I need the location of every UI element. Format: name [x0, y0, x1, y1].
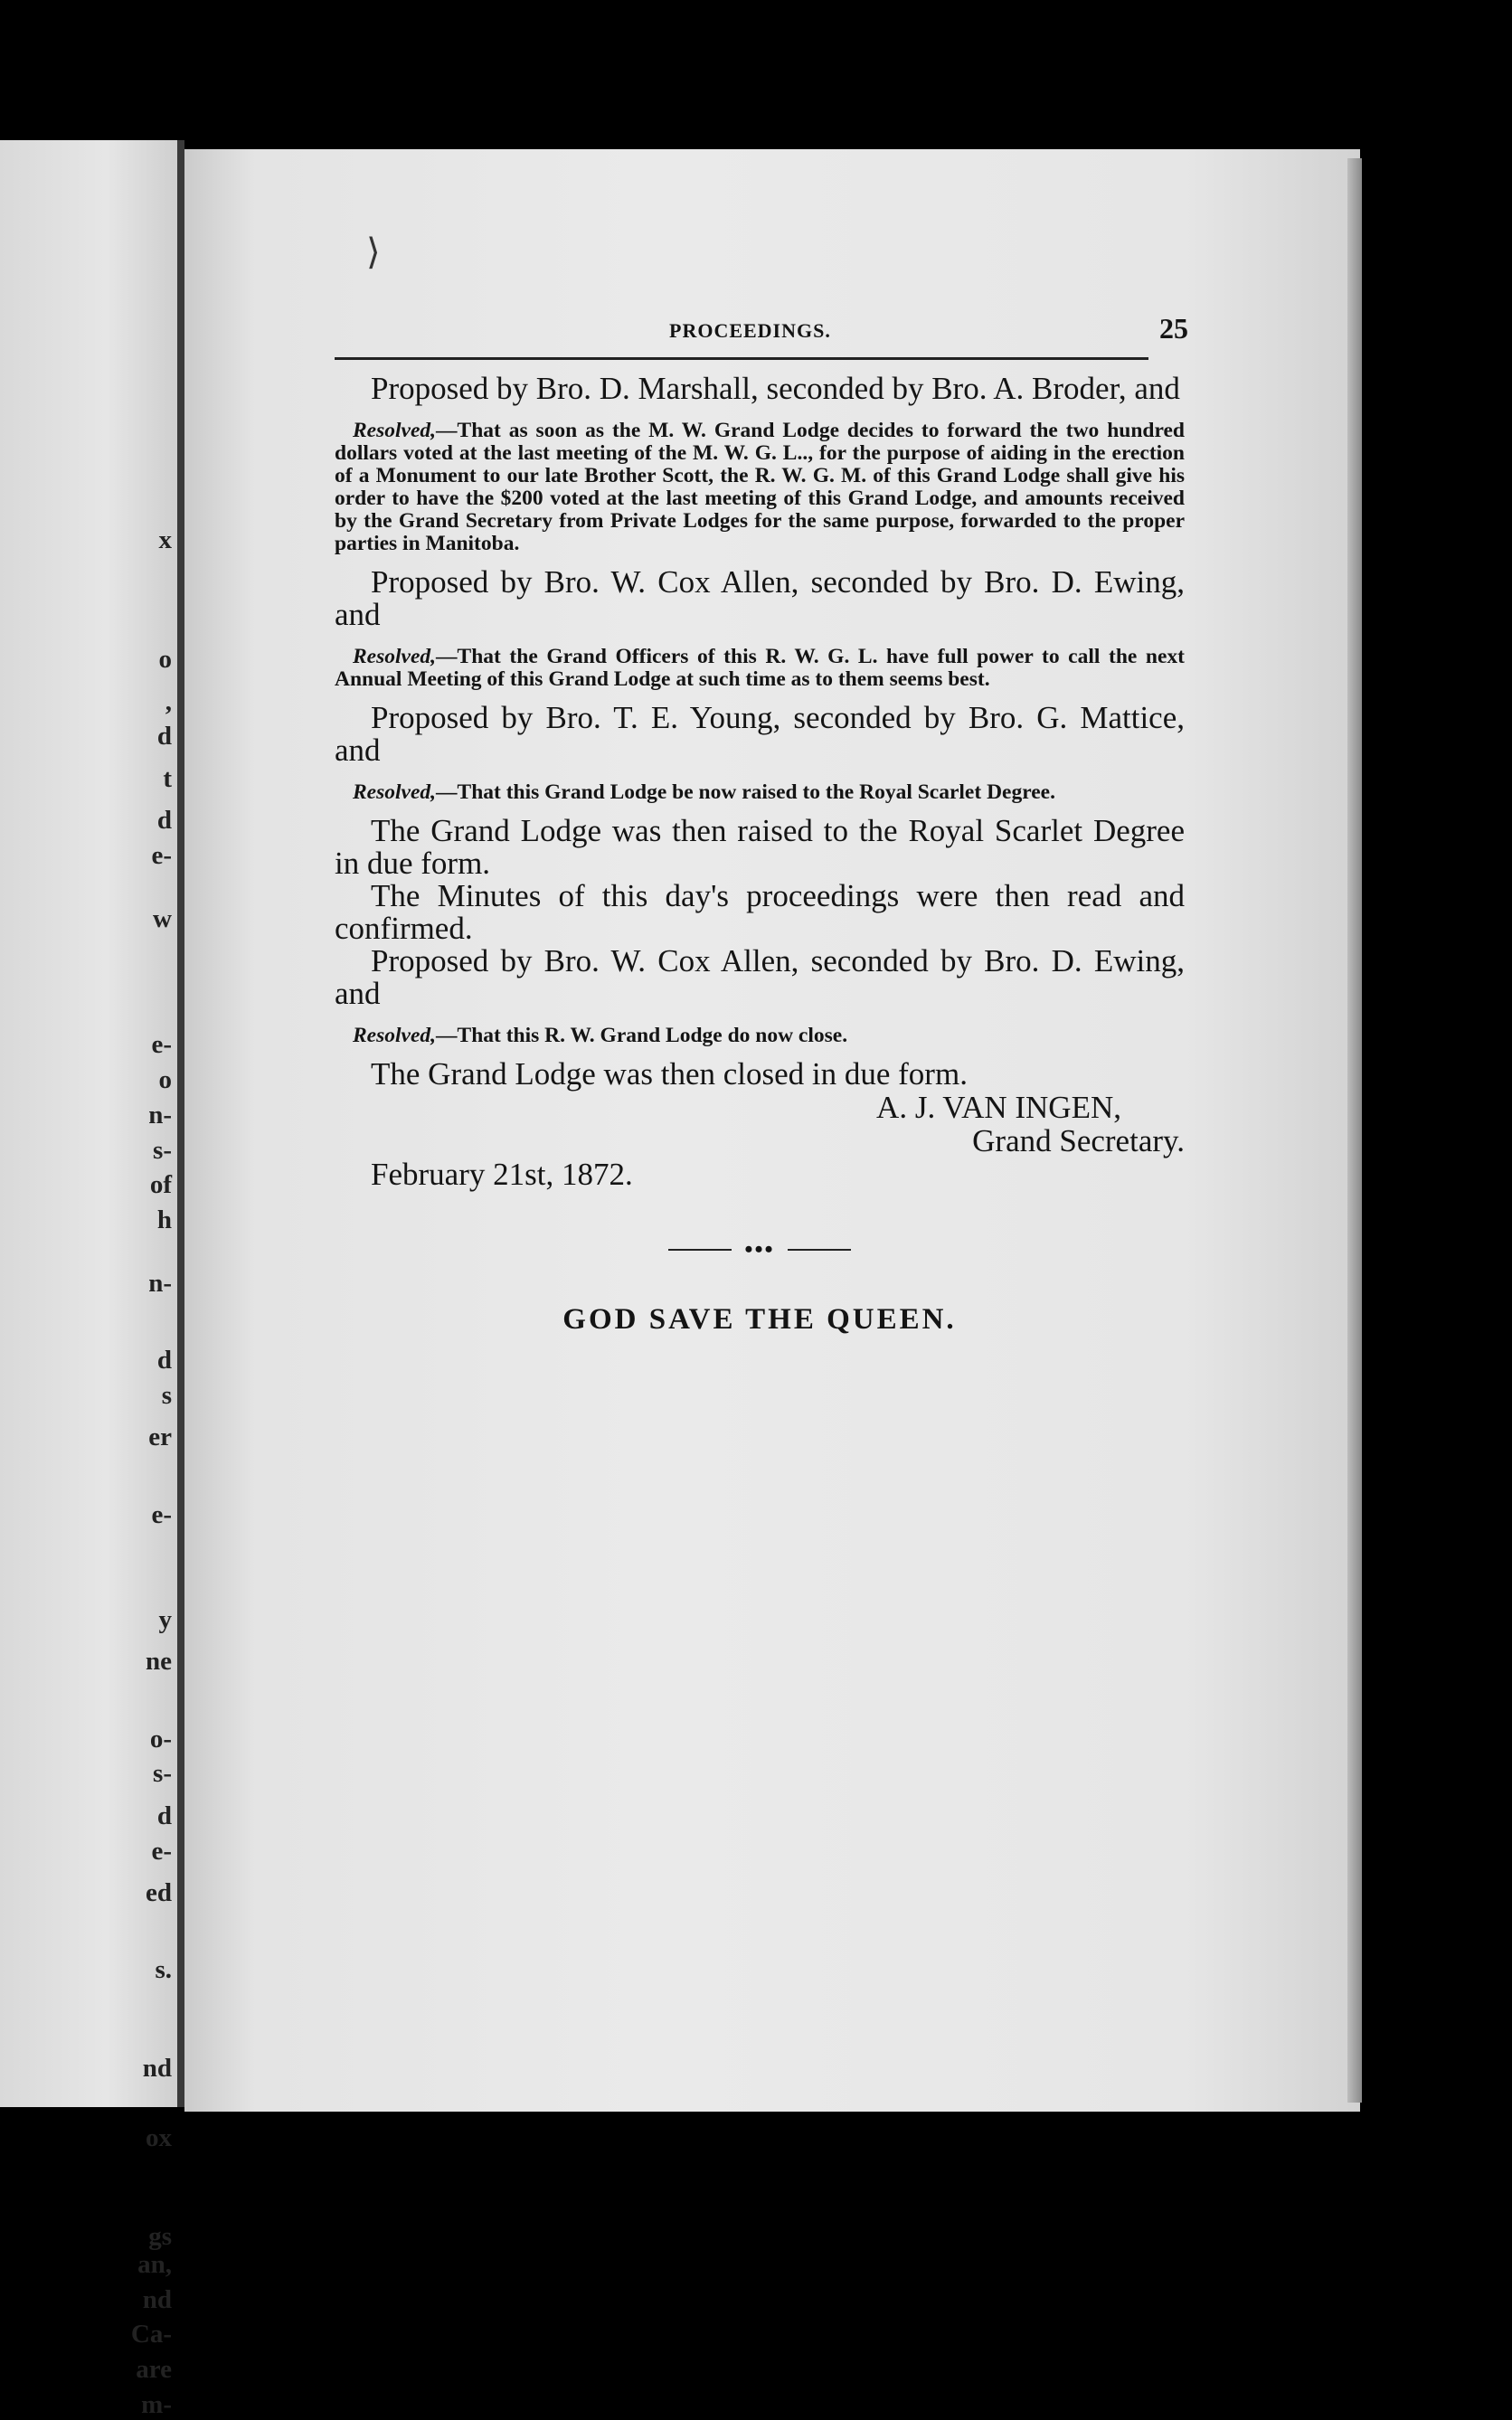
left-page-fragment: of: [149, 1170, 172, 1200]
left-page-fragment: x: [158, 525, 172, 555]
page-content: [335, 312, 1188, 1337]
left-page-fragment: n-: [148, 1268, 172, 1298]
left-page-fragment: ed: [146, 1878, 172, 1907]
left-page-fragment: o-: [149, 1724, 172, 1754]
left-page-fragment: ne: [146, 1647, 172, 1677]
left-page-fragment: o: [158, 1065, 172, 1094]
left-page-fragment: d: [156, 1801, 172, 1830]
signature-name: A. J. VAN INGEN,: [876, 1090, 1121, 1125]
body-paragraph: The Grand Lodge was then closed in due form.: [371, 1056, 968, 1092]
left-page-fragment: s-: [153, 1759, 172, 1789]
left-page-fragment: e-: [151, 1030, 172, 1060]
header-rule: [335, 357, 1148, 360]
closing-line: GOD SAVE THE QUEEN.: [562, 1303, 957, 1337]
page-edge-shadow: [1347, 158, 1362, 2103]
body-text: [335, 373, 1185, 1091]
body-paragraph: Proposed by Bro. W. Cox Allen, seconded by Bro. D. Ewing, and: [335, 943, 1185, 1011]
left-page-fragment: w: [153, 903, 172, 933]
date-line: February 21st, 1872.: [371, 1157, 633, 1192]
left-page-fragment: d: [156, 1346, 172, 1375]
resolution-text: —That the Grand Officers of this R. W. G. L. have full power to call the next Annual Meeting of this Grand Lodge at such time as to them seems best.: [335, 645, 1185, 691]
left-page-fragment: er: [148, 1423, 172, 1452]
left-page-fragment: t: [163, 763, 172, 793]
running-head-title: PROCEEDINGS.: [669, 319, 831, 342]
book-gutter: [177, 140, 184, 2107]
left-page-fragment: y: [158, 1604, 172, 1634]
left-page-fragment: h: [156, 1205, 172, 1234]
resolution-paragraph: [335, 1025, 1185, 1047]
resolved-label: Resolved,: [353, 780, 437, 804]
left-page-fragment: o: [158, 645, 172, 674]
stray-mark: ⟩: [366, 232, 381, 272]
resolution-text: —That this R. W. Grand Lodge do now close.: [436, 1024, 848, 1047]
resolution-paragraph: [335, 646, 1185, 691]
left-page-fragment: gs: [148, 2221, 172, 2251]
left-page-fragment: s: [161, 1380, 172, 1410]
running-head: [335, 312, 1188, 350]
resolved-label: Resolved,: [353, 419, 437, 442]
left-page-fragment: e-: [151, 841, 172, 870]
ornament-bar-right: [788, 1249, 851, 1251]
body-paragraph: The Minutes of this day's proceedings were then read and confirmed.: [335, 878, 1185, 946]
left-page-fragment: nd: [142, 2284, 172, 2314]
page-number: 25: [1159, 312, 1188, 345]
left-page-fragment: e-: [151, 1499, 172, 1529]
resolution-text: —That this Grand Lodge be now raised to the Royal Scarlet Degree.: [436, 780, 1055, 804]
left-page-fragment: m-: [141, 2389, 172, 2419]
body-paragraph: The Grand Lodge was then raised to the Royal Scarlet Degree in due form.: [335, 813, 1185, 881]
left-page-fragment: ,: [165, 686, 172, 716]
resolved-label: Resolved,: [353, 645, 437, 668]
left-page-fragment: e-: [151, 1836, 172, 1866]
ornament-bar-left: [668, 1249, 732, 1251]
body-paragraph: Proposed by Bro. T. E. Young, seconded by Bro. G. Mattice, and: [335, 700, 1185, 768]
left-page-fragment: s-: [153, 1135, 172, 1165]
signature-title: Grand Secretary.: [972, 1123, 1185, 1158]
left-page-fragment: s.: [155, 1955, 172, 1985]
left-page-fragment: d: [156, 806, 172, 836]
body-paragraph: Proposed by Bro. D. Marshall, seconded by Bro. A. Broder, and: [371, 371, 1180, 406]
resolution-paragraph: [335, 781, 1185, 804]
left-page-fragment: d: [156, 722, 172, 752]
section-ornament: [335, 1234, 1185, 1263]
left-page-fragment: are: [136, 2355, 172, 2384]
body-paragraph: Proposed by Bro. W. Cox Allen, seconded by Bro. D. Ewing, and: [335, 564, 1185, 632]
left-page-fragment: ox: [146, 2123, 172, 2153]
resolved-label: Resolved,: [353, 1024, 437, 1047]
resolution-paragraph: [335, 420, 1185, 555]
left-page-fragment: Ca-: [130, 2320, 172, 2349]
left-page-fragment: n-: [148, 1100, 172, 1130]
ornament-dots: •••: [744, 1236, 775, 1263]
resolution-text: —That as soon as the M. W. Grand Lodge decides to forward the two hundred dollars voted at the last meeting of the M. W. G. L.., for the purpose of aiding in the erection of a Monument to our late Brother Scott, the R. W. G. M. of this Grand Lodge shall give his order to have the $200 voted at the last meeting of this Grand Lodge, and amounts received by the Grand Secretary from Private Lodges for the same purpose, forwarded to the proper parties in Manitoba.: [335, 419, 1185, 555]
left-page-fragment: nd: [142, 2053, 172, 2083]
left-page-fragment: an,: [137, 2249, 172, 2279]
left-page-edge: [0, 140, 177, 2419]
